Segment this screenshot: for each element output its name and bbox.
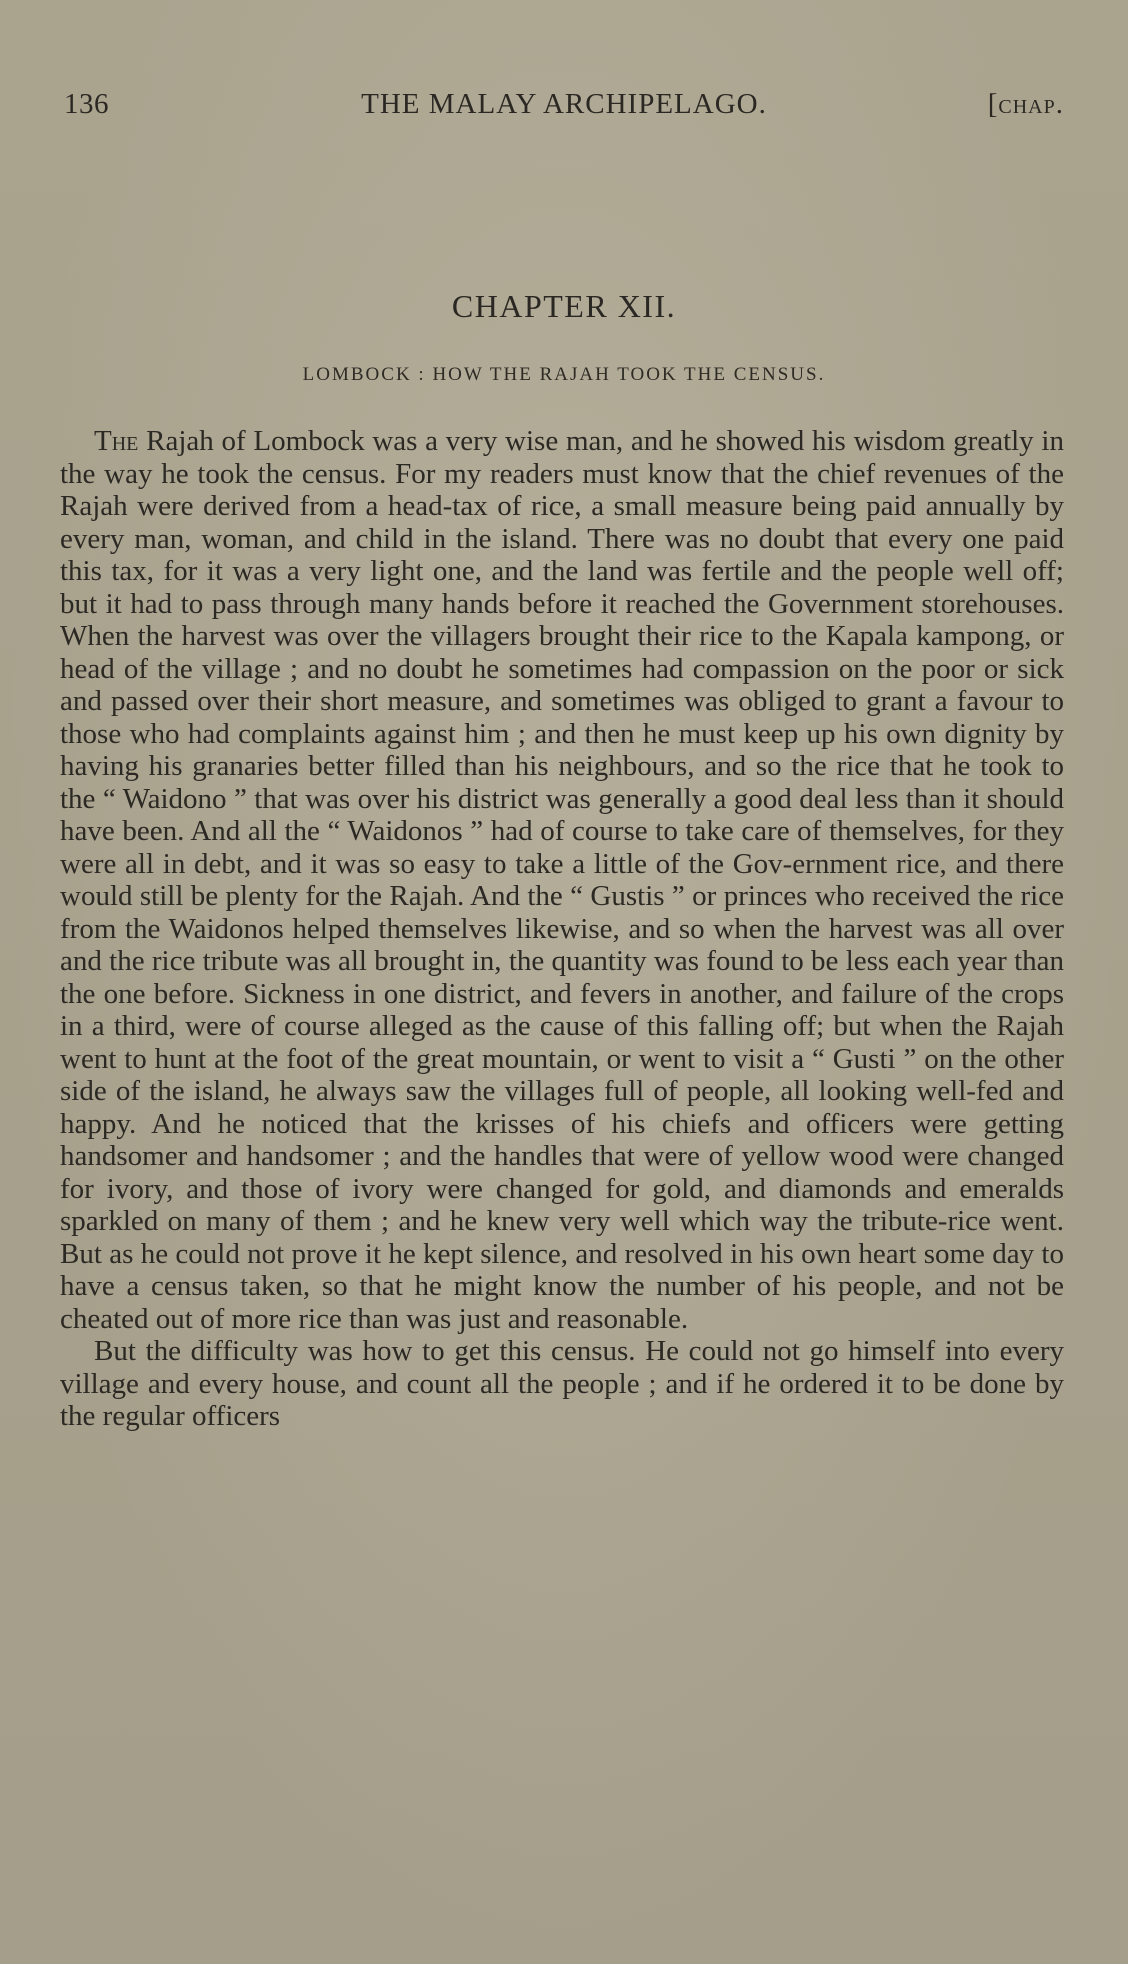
paragraph-text: Rajah of Lombock was a very wise man, and he showed his wisdom greatly in the way he took the census. For my readers must know that the chief revenues of the Rajah were derived from a head-tax of rice, a small measure being paid annually by every man, woman, and child in the island. There was no doubt that every one paid this tax, for it was a very light one, and the land was fertile and the people well off; but it had to pass through many hands before it reached the Government storehouses. When the harvest was over the villagers brought their rice to the Kapala kampong, or head of the village ; and no doubt he sometimes had compassion on the poor or sick and passed over their short measure, and sometimes was obliged to grant a favour to those who had complaints against him ; and then he must keep up his own dignity by having his granaries better filled than his neighbours, and so the rice that he took to the “ Waidono ” that was over his district was generally a good deal less than it should have been. And all the “ Waidonos ” had of course to take care of themselves, for they were all in debt, and it was so easy to take a little of the Gov-ernment rice, and there would still be plenty for the Rajah. And the “ Gustis ” or princes who received the rice from the Waidonos helped themselves likewise, and so when the harvest was all over and the rice tribute was all brought in, the quantity was found to be less each year than the one before. Sickness in one district, and fevers in another, and failure of the crops in a third, were of course alleged as the cause of this falling off; but when the Rajah went to hunt at the foot of the great mountain, or went to visit a “ Gusti ” on the other side of the island, he always saw the villages full of people, all looking well-fed and happy. And he noticed that the krisses of his chiefs and officers were getting handsomer and handsomer ; and the handles that were of yellow wood were changed for ivory, and those of ivory were changed for gold, and diamonds and emeralds sparkled on many of them ; and he knew very well which way the tribute-rice went. But as he could not prove it he kept silence, and resolved in his own heart some day to have a census taken, so that he might know the number of his people, and not be cheated out of more rice than was just and reasonable. (60, 425, 1064, 1335)
body-text (60, 425, 1064, 1433)
running-head (64, 88, 1064, 128)
paragraph-lead: The (94, 425, 139, 457)
chapter-subtitle: LOMBOCK : HOW THE RAJAH TOOK THE CENSUS. (302, 364, 826, 385)
paragraph-1 (60, 425, 1064, 1335)
chapter-heading: CHAPTER XII. (451, 288, 677, 324)
page-number: 136 (64, 88, 109, 120)
paragraph-2 (60, 1335, 1064, 1433)
running-title: THE MALAY ARCHIPELAGO. (361, 88, 767, 120)
chapter-mark: [chap. (987, 88, 1064, 120)
paragraph-text: But the difficulty was how to get this census. He could not go himself into every village and every house, and count all the people ; and if he ordered it to be done by the regular officers (60, 1335, 1064, 1432)
